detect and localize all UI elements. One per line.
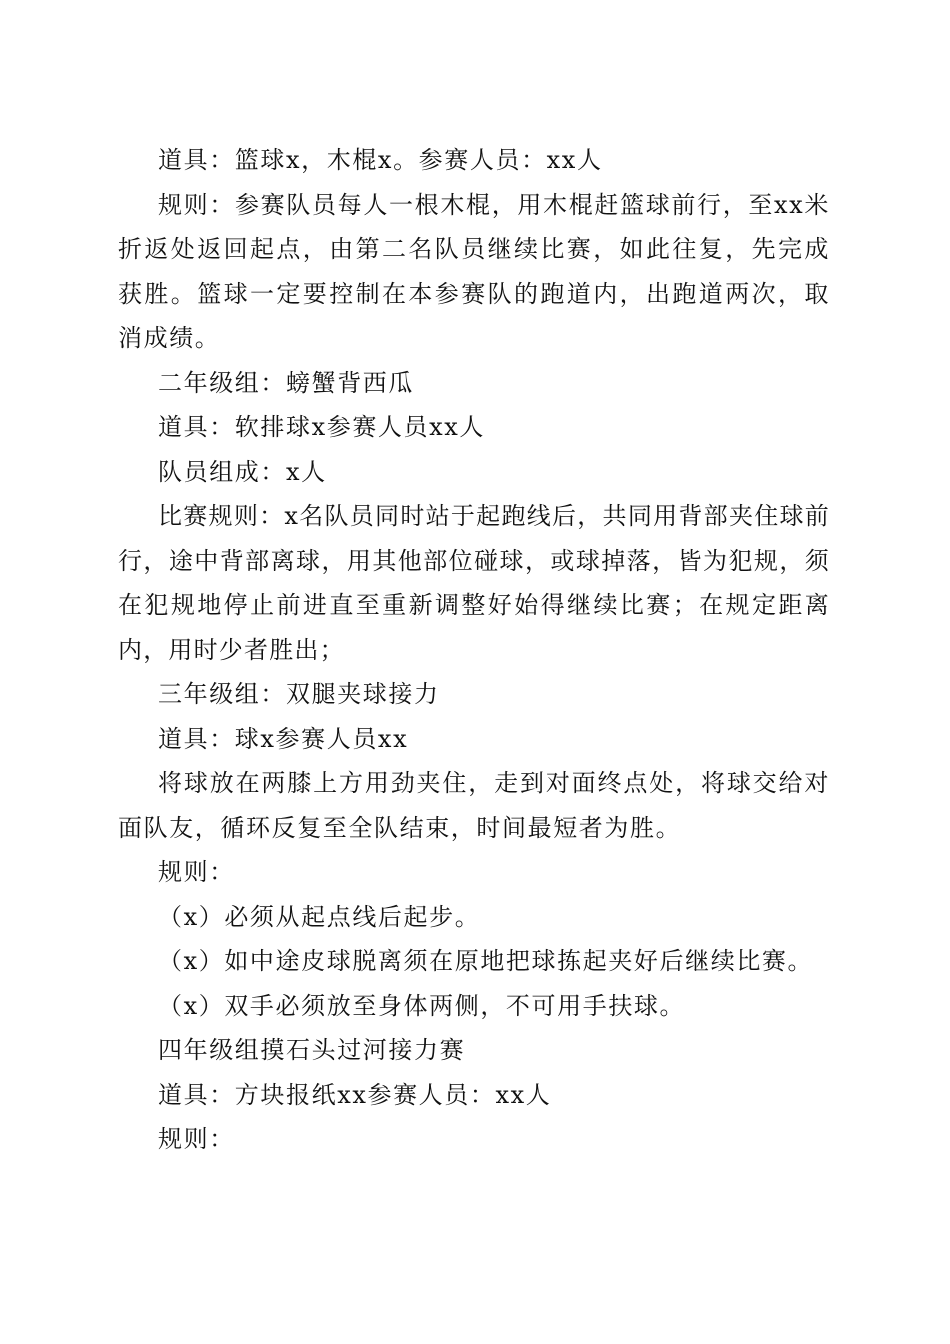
paragraph-grade-three-title: 三年级组：双腿夹球接力 [158, 680, 440, 708]
document-body [118, 138, 830, 1162]
paragraph-match-rules: 比赛规则：x名队员同时站于起跑线后，共同用背部夹住球前行，途中背部离球，用其他部位碰球，或球掉落，皆为犯规，须在犯规地停止前进直至重新调整好始得继续比赛；在规定距离内，用时少者胜出； [118, 502, 830, 664]
paragraph-props-newspaper: 道具：方块报纸xx参赛人员：xx人 [158, 1080, 552, 1109]
paragraph-grade-four-title: 四年级组摸石头过河接力赛 [158, 1036, 466, 1064]
paragraph-relay-description: 将球放在两膝上方用劲夹住，走到对面终点处，将球交给对面队友，循环反复至全队结束，时间最短者为胜。 [118, 769, 830, 842]
paragraph-rule-item-1: （x）必须从起点线后起步。 [158, 902, 481, 931]
paragraph-rules-heading-final: 规则： [158, 1125, 235, 1153]
paragraph-props-ball: 道具：球x参赛人员xx [158, 724, 409, 753]
paragraph-props-volleyball: 道具：软排球x参赛人员xx人 [158, 413, 486, 441]
paragraph-team-composition: 队员组成：x人 [158, 457, 327, 486]
paragraph-rule-item-2: （x）如中途皮球脱离须在原地把球拣起夹好后继续比赛。 [158, 947, 814, 975]
paragraph-rule-item-3: （x）双手必须放至身体两侧，不可用手扶球。 [158, 991, 686, 1020]
paragraph-rules-heading: 规则： [158, 858, 235, 886]
paragraph-grade-two-title: 二年级组：螃蟹背西瓜 [158, 368, 414, 397]
paragraph-props-basketball: 道具：篮球x，木棍x。参赛人员：xx人 [158, 146, 603, 174]
paragraph-rules-basketball: 规则：参赛队员每人一根木棍，用木棍赶篮球前行，至xx米折返处返回起点，由第二名队员继续比赛，如此往复，先完成获胜。篮球一定要控制在本参赛队的跑道内，出跑道两次，取消成绩。 [118, 190, 830, 352]
